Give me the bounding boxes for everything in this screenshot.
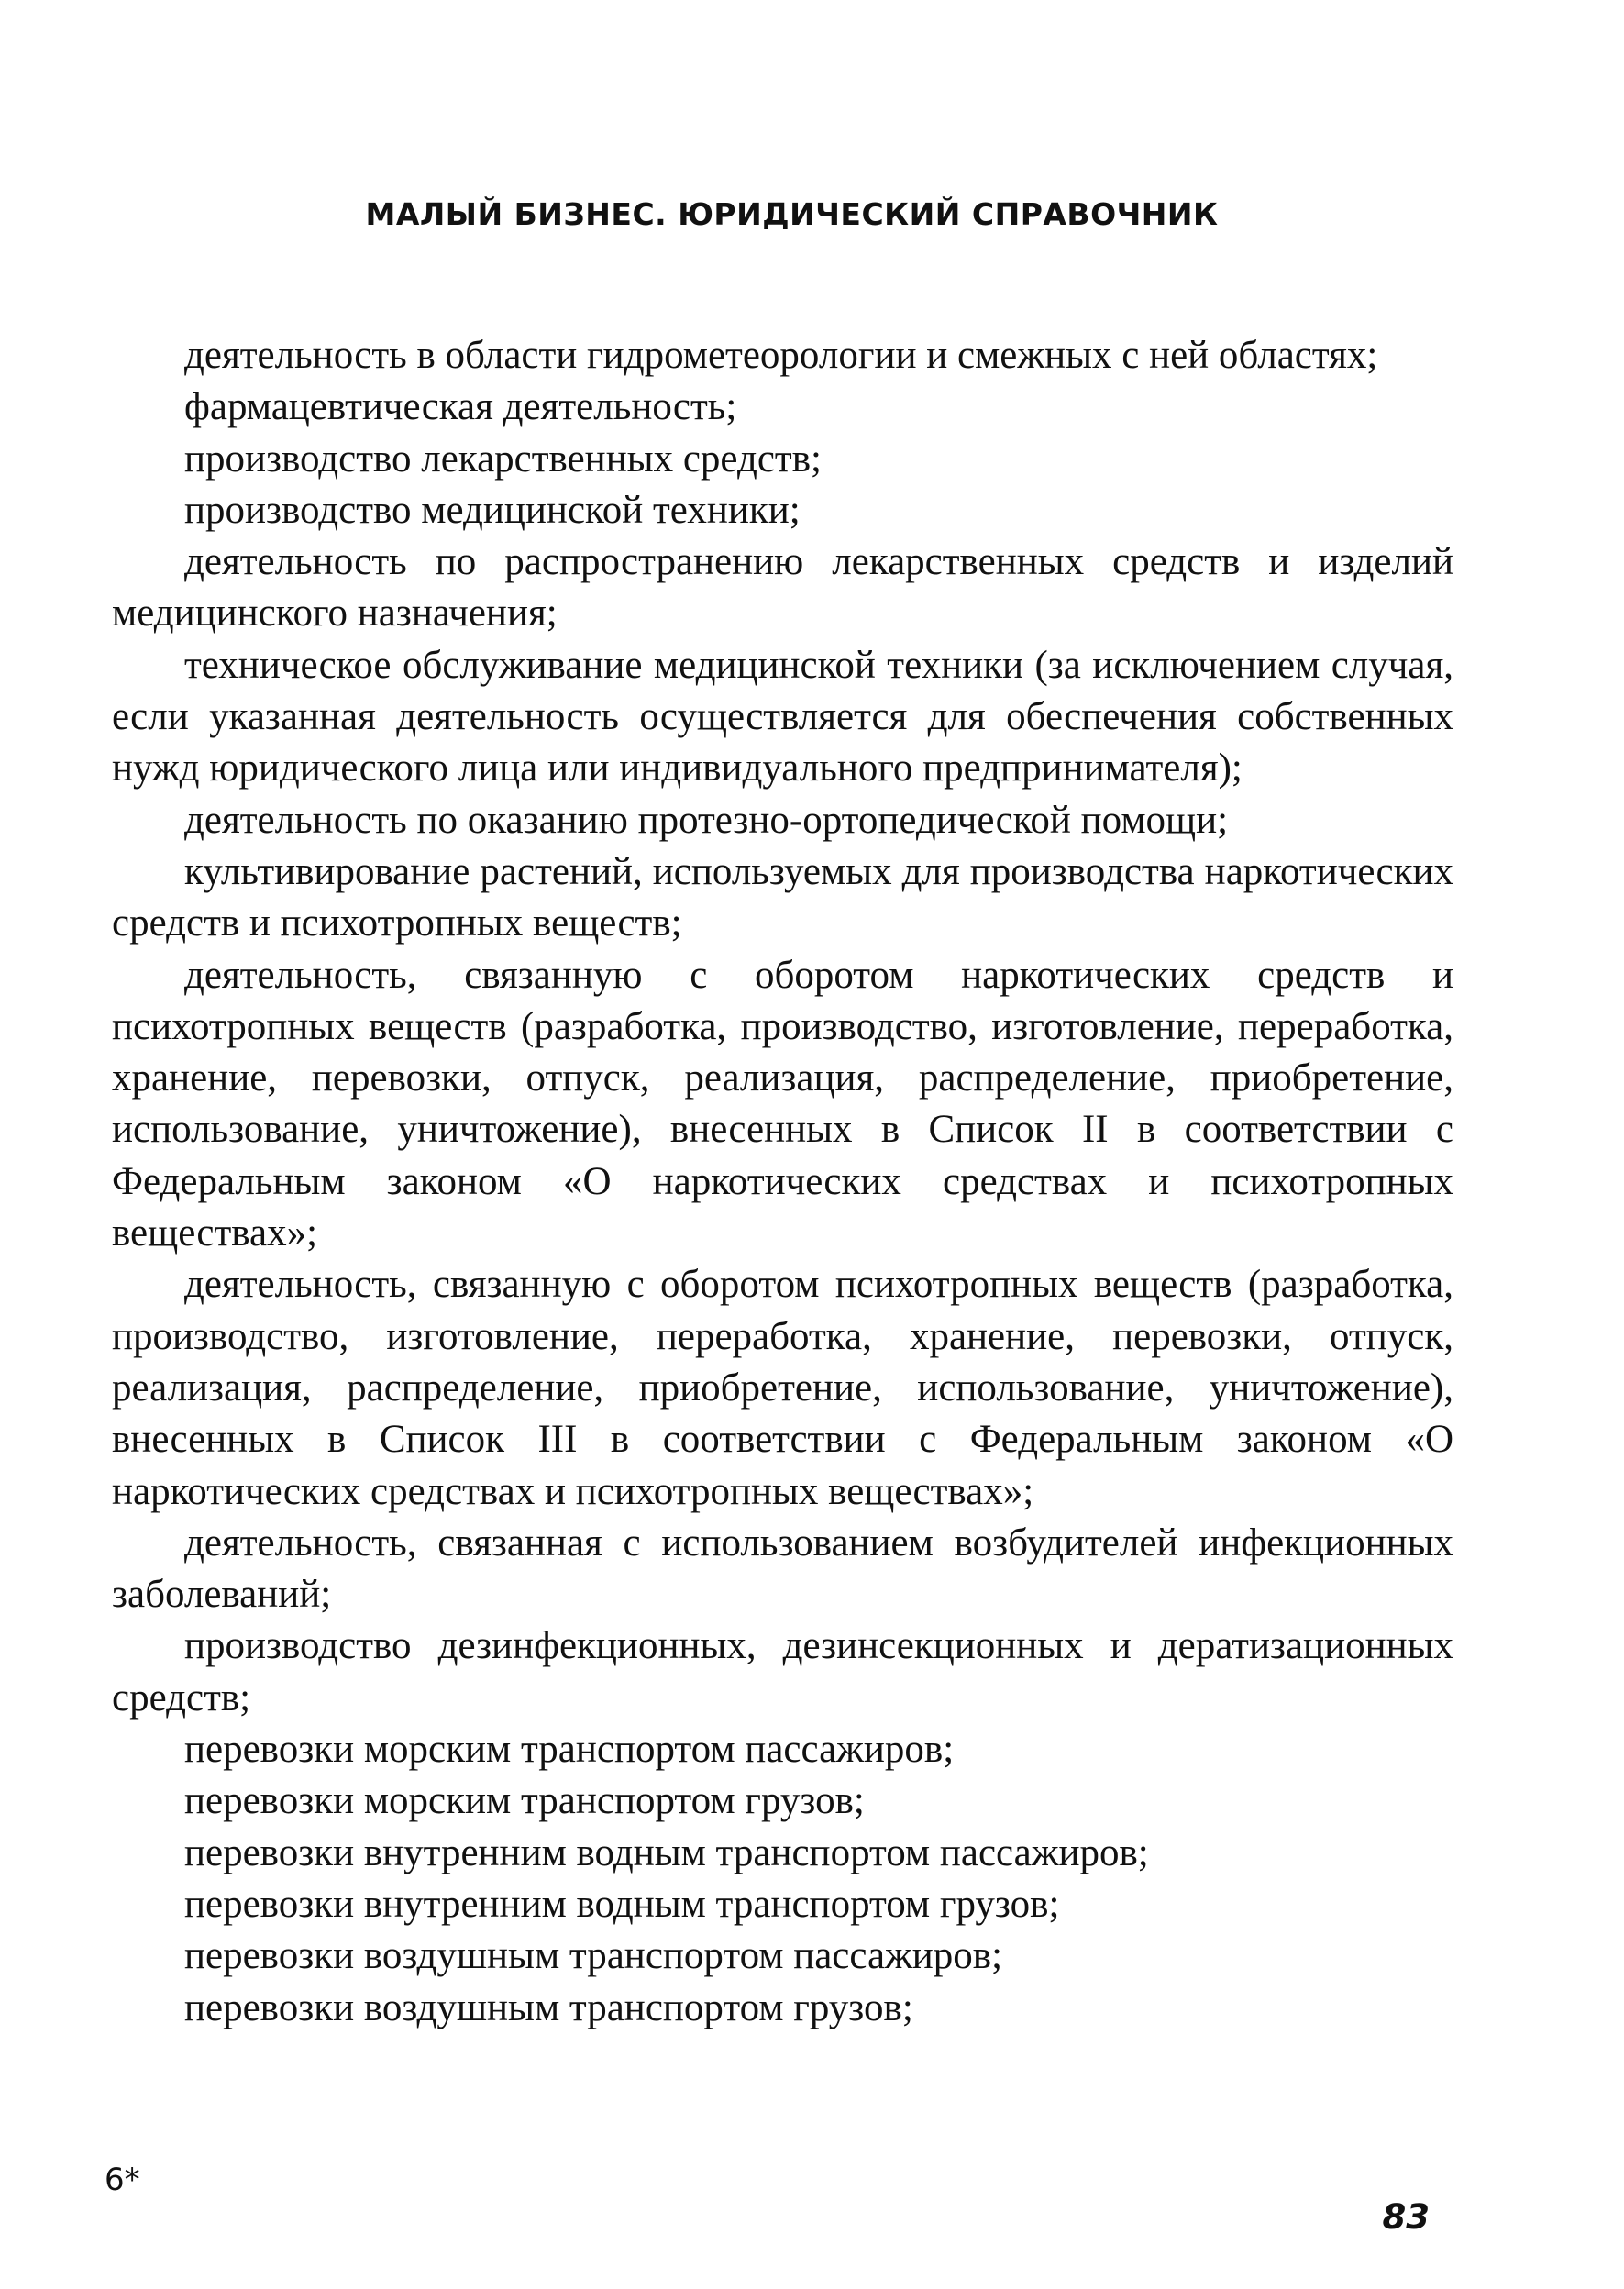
paragraph: деятельность в области гидрометеорологии и смежных с ней областях;	[184, 334, 1378, 377]
running-header-title: МАЛЫЙ БИЗНЕС. ЮРИДИЧЕСКИЙ СПРАВОЧНИК	[365, 196, 1219, 232]
paragraph: производство дезинфекционных, дезинсекционных и дератизационных средств;	[112, 1624, 1453, 1720]
signature-mark: 6*	[105, 2162, 140, 2198]
paragraph: деятельность, связанную с оборотом наркотических средств и психотропных веществ (разработка, производство, изготовление, переработка, хранение, перевозки, отпуск, реализация, распределение, приобретение, использование, уничтожение), внесенных в Список II в соответствии с Федеральным законом «О наркотических средствах и психотропных веществах»;	[112, 953, 1453, 1255]
paragraph: производство медицинской техники;	[184, 488, 801, 532]
paragraph: перевозки внутренним водным транспортом грузов;	[184, 1882, 1060, 1926]
paragraph: перевозки воздушным транспортом грузов;	[184, 1985, 913, 2029]
paragraph: техническое обслуживание медицинской техники (за исключением случая, если указанная деятельность осуществляется для обеспечения собственных нужд юридического лица или индивидуального предпринимателя);	[112, 643, 1453, 791]
page-number: 83	[1382, 2197, 1430, 2237]
paragraph: перевозки морским транспортом пассажиров;	[184, 1728, 955, 1772]
paragraph: перевозки внутренним водным транспортом пассажиров;	[184, 1830, 1149, 1874]
paragraph: деятельность по оказанию протезно-ортопедической помощи;	[184, 798, 1229, 842]
paragraph: деятельность по распространению лекарственных средств и изделий медицинского назначения;	[112, 540, 1453, 636]
body-text	[112, 330, 1453, 2034]
paragraph: производство лекарственных средств;	[184, 437, 822, 481]
paragraph: деятельность, связанную с оборотом психотропных веществ (разработка, производство, изготовление, переработка, хранение, перевозки, отпуск, реализация, распределение, приобретение, использование, уничтожение), внесенных в Список III в соответствии с Федеральным законом «О наркотических средствах и психотропных веществах»;	[112, 1263, 1453, 1513]
paragraph: культивирование растений, используемых для производства наркотических средств и психотропных веществ;	[112, 849, 1453, 945]
paragraph: фармацевтическая деятельность;	[184, 385, 737, 429]
paragraph: перевозки морским транспортом грузов;	[184, 1779, 865, 1823]
paragraph: деятельность, связанная с использованием возбудителей инфекционных заболеваний;	[112, 1520, 1453, 1617]
paragraph: перевозки воздушным транспортом пассажиров;	[184, 1934, 1003, 1978]
